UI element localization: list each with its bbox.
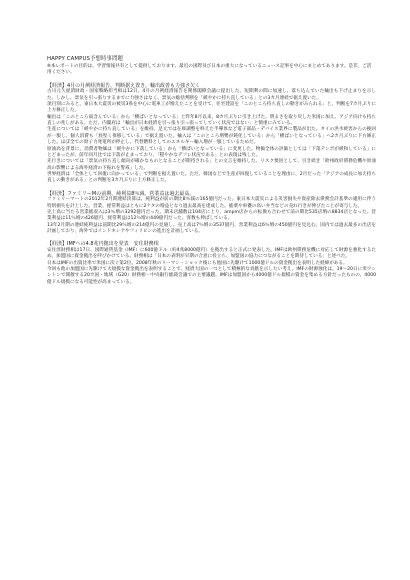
section-imf-contribution [47,241,376,286]
section-heading: 【経済】4月の月例経済報告、判断据え置き。輸出政善も力強さ欠く [47,82,200,89]
paragraph: 日本はIMFの出資比率で米国に次ぐ第2位。2008年秋のリーマン・ショック後にも他国に先駆けて1000億ドルの資金拠出を表明した経緯がある。 [47,260,348,266]
section-heading: 【経済】ファミリーMの前期、純利益8％減。営業益は過去最高。 [47,190,195,197]
paragraph: 生産については「緩やかに持ち直している」を維持。足元では在庫調整を終えた半導体など電子部品・デバイス業界に製品が出た。タイの洪水被害からの挽回が一服し、個人消費も「底堅く推移している」で据え置いた。輸入は「このところ増勢が鈍化している」から「横ばいとなっている」へ2カ月ぶりに下方修正した。ほぼ全ての原子力発電所が停止し、代替燃料としてのエネルギー輸入増が一服しているためだ。 [47,127,376,146]
document-intro: ※本レポートの目的は、学習情報共有として提供しております。最近の国際及び日本の重大になっているニュース記事を中心にまとめてあります。是非、ご活用ください。 [47,64,372,76]
paragraph: 今回も他の加盟国に先駆けて大規模な資金拠出を表明することで、経済大国の一つとして積極的な貢献を示したい考え。IMFの財源強化は、19～20日に米ワシントンで開催する20カ国・地域（G20）財務相・中央銀行総裁会議での主要議題。IMFは加盟国から4000億ドル規模の資金を集める方針だったものの、4000億ドル規模になる可能性が高まっている。 [47,266,376,285]
paragraph: 売上高に当たる営業総収入は3％増の3292億円だった。期末店舗数は104店に上り、ampm店からの転換も合わせて前の期比535店増の8834店となった。営業利益は11％増の426億円、経常利益は12％増の449億円だった。客数も伸ばしている。 [47,209,376,222]
paragraph: 安住淳財務相は17日、国際通貨基金（IMF）に600億ドル（約4兆8000億円）を拠出すると正式に発表した。IMFは欧州債務危機に対応して財源を強化するため、加盟国に資金拠出を呼びかけている。財務相は「日本の表明が早期の合意に役立ち、加盟国の協力につながることを期待している」と述べた。 [47,247,376,260]
paragraph: 13年2月期の連結純利益は前期比29％増の214億円の見通し。売上高は7％増の3537億円、営業利益は6％増の450億円を見込む。国内では過去最多の出店を計画しており、海外ではインドネシアやフィリピンの進出を計画している。 [47,222,376,234]
section-economy-monthly-report [47,83,376,185]
paragraph: 世界経済は「全体として回復に向かっている」で判断を据え置いた。ただ、韓国などで生産が回復していることを理由に、2月だった「アジアの成長に加え持ち直しの動きがある」との判断を3カ月ぶりに上方修正した。 [47,171,376,184]
document-title: HAPPY CAMPUS予想時事問題 [47,56,123,62]
paragraph: 原油高を背景に、消費者物価は「緩やかに下落している」から「横ばいとなっている」に変更した。物価全体の評価としては「下落テンポが緩和している」にとどまったが、前年同月比では下落が止まっており、「穏やかなデフレ状況である」との表現は残した。 [47,146,376,158]
paragraph: 項目別にみると、東日本大震災の被災3県を中心に電車工が増えたことを受けて、住宅建設を「このところ持ち直しの動きがみられる」と、判断を7カ月ぶりに上方修正した。 [47,102,376,114]
section-familymart-results [47,191,376,236]
paragraph: ファミリーマートの2012年2月期連結決算は、純利益が前の期比8％減の165億円だった。東日本大震災による災害損失や資産除去債務会計基準の適用に伴う特別損失を計上した。営業、経常利益はともに2ケタの増益となり過去最高を達成した。総菜や車優の高い弁当などの売れ行きが伸びたことが寄与した。 [47,197,376,209]
paragraph: 古川元久経済財政・国家戦略担当相は12日、4月の月例経済報告を関係閣僚会議に提出した。短期利の間に加速し、落ち込んでいた輸出も下げ止まりを示した。しかし、景気を引っ張りするまでに力強さはなく、景気の総括判断を「緩やかに持ち直している」との3カ月連続で据え置いた。 [47,89,376,101]
section-heading: 【経済】IMFへの4.8兆円拠出を発表 安住財務相 [47,241,159,248]
paragraph: 先行きについては「景気の持ち直し傾向が確かなものとなることが期待される」との文言を維持した。リスク要因として、引き続き「欧州政府債務危機や原油高の影響による海外経済の下振れを警戒」した。 [47,159,376,171]
paragraph: 輸出は「このところ弱含んでいる」から「横ばいとなっている」と昨年8月以来、8カ月ぶりに引き上げた。明るさを取り戻した米国に加え、アジア向けも持ち直しの兆しがある。ただ、内閣府は「輸出が日本経済を引っ張り引っ張ってしていく状況ではない」と慎重にみている。 [47,114,376,127]
